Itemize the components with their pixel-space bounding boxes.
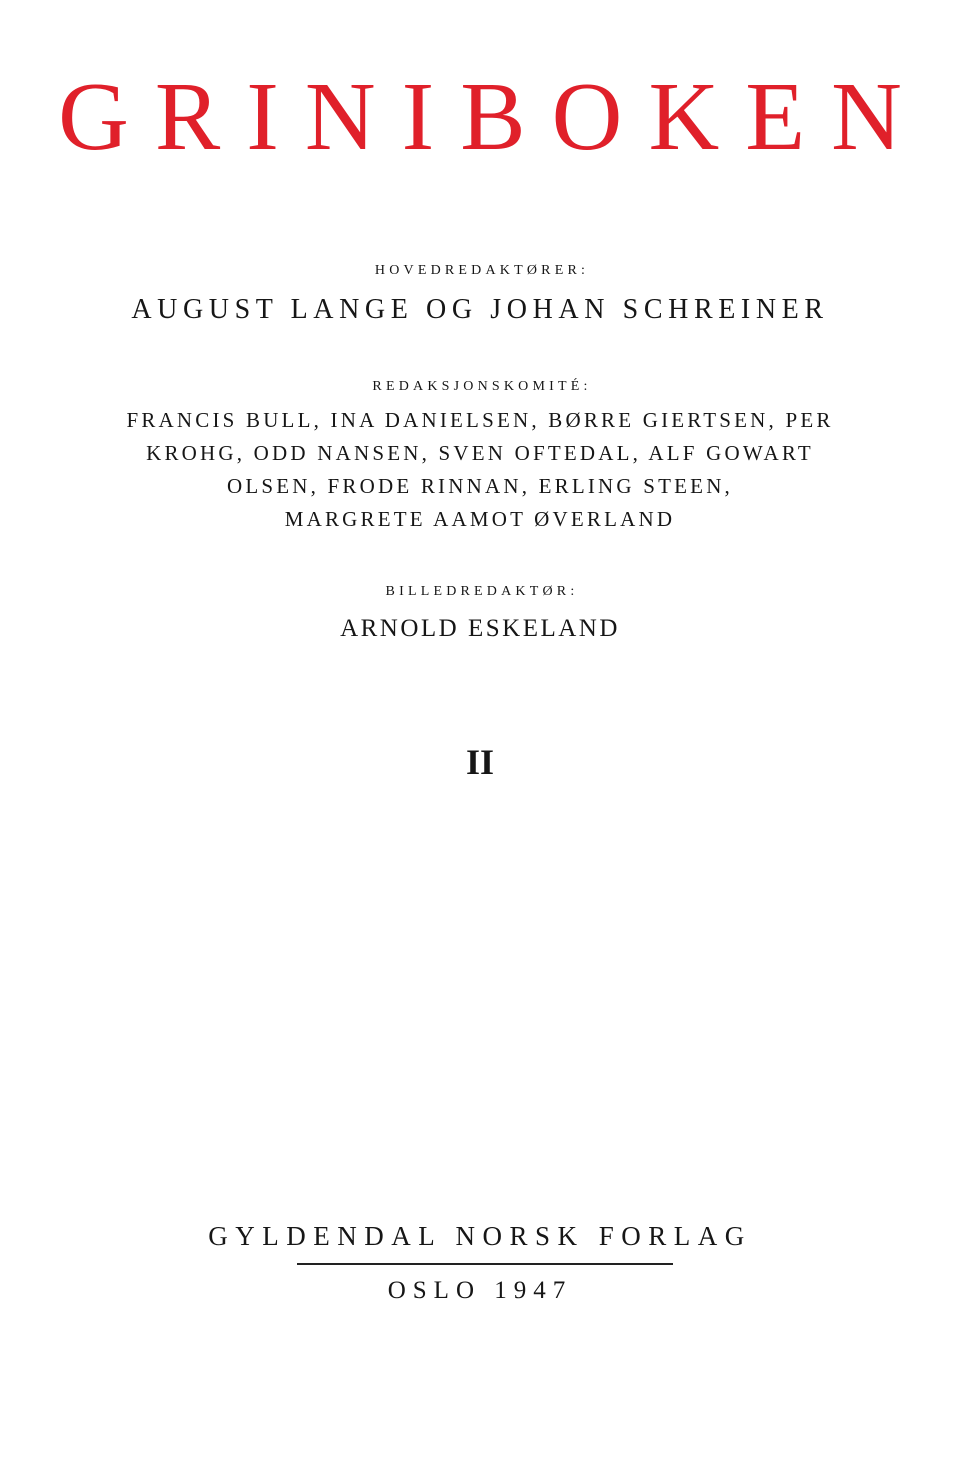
book-title: GRINIBOKEN — [58, 63, 928, 171]
main-editors-label: HOVEDREDAKTØRER: — [374, 263, 590, 278]
volume-number: II — [465, 742, 495, 782]
picture-editor-name: ARNOLD ESKELAND — [340, 615, 620, 642]
picture-editor-label: BILLEDREDAKTØR: — [385, 584, 579, 599]
committee-label: REDAKSJONSKOMITÉ: — [372, 379, 592, 394]
committee-line: MARGRETE AAMOT ØVERLAND — [284, 507, 676, 531]
committee-line: KROHG, ODD NANSEN, SVEN OFTEDAL, ALF GOWART — [146, 441, 814, 465]
committee-line: OLSEN, FRODE RINNAN, ERLING STEEN, — [226, 474, 734, 498]
publisher-divider — [297, 1263, 673, 1265]
publisher-name: GYLDENDAL NORSK FORLAG — [208, 1221, 752, 1251]
main-editors-names: AUGUST LANGE OG JOHAN SCHREINER — [131, 294, 829, 325]
committee-line: FRANCIS BULL, INA DANIELSEN, BØRRE GIERTSEN, PER — [126, 408, 834, 432]
committee-members — [0, 404, 960, 536]
place-and-year: OSLO 1947 — [387, 1277, 573, 1304]
